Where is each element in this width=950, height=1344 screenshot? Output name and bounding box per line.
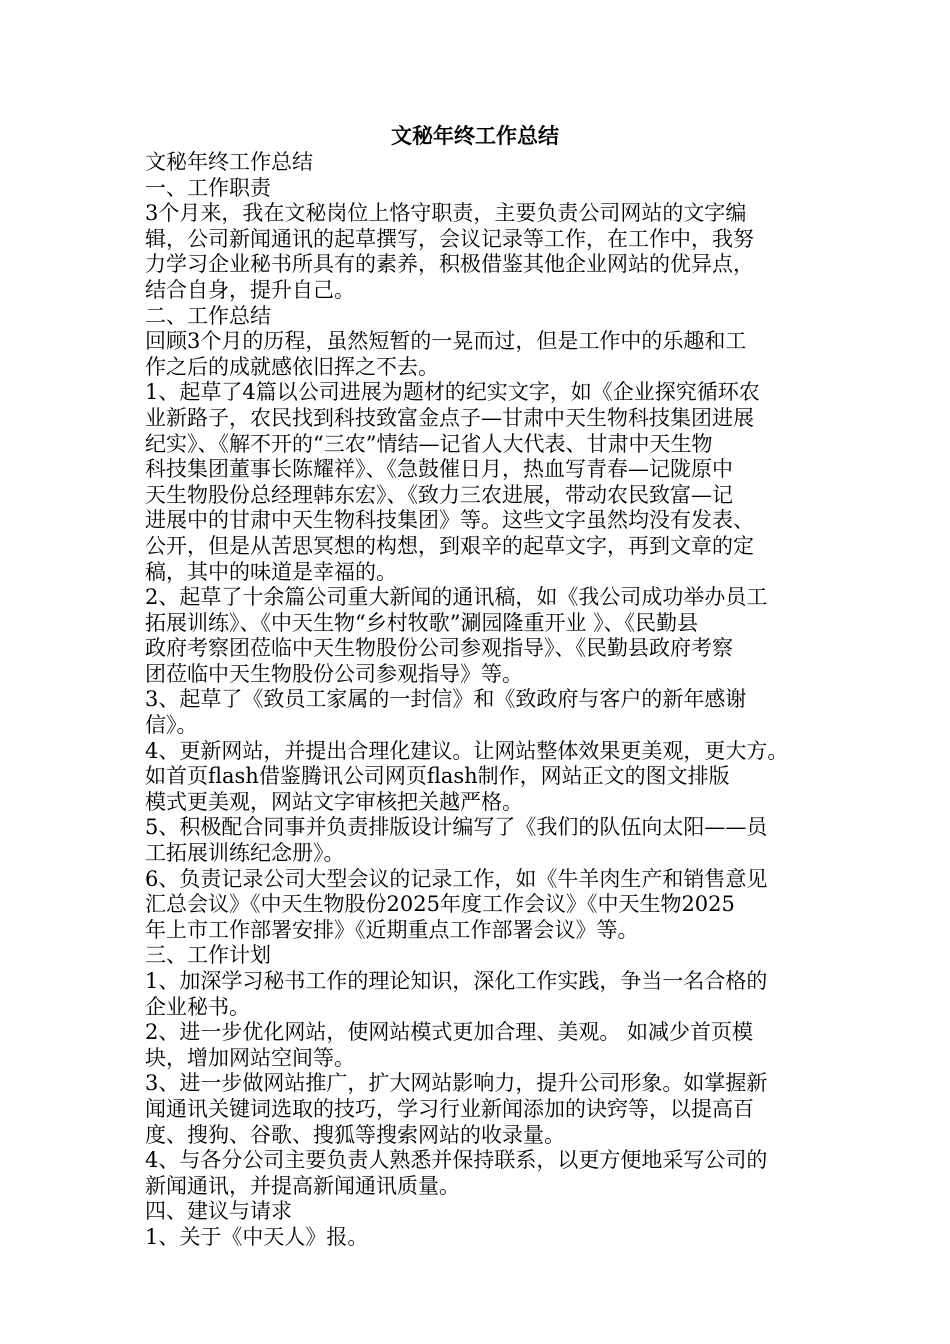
list-item-summary-3: 3、起草了《致员工家属的一封信》和《致政府与客户的新年感谢 信》。 xyxy=(145,687,747,738)
list-item-summary-6: 6、负责记录公司大型会议的记录工作，如《牛羊肉生产和销售意见 汇总会议》《中天生物股份2025年度工作会议》《中天生物2025 年上市工作部署安排》《近期重点工作部署会议》等。 xyxy=(145,866,768,942)
list-item-plan-1: 1、加深学习秘书工作的理论知识，深化工作实践，争当一名合格的 企业秘书。 xyxy=(145,969,768,1019)
section-heading-duties: 一、工作职责 xyxy=(145,175,271,200)
paragraph-duties: 3个月来，我在文秘岗位上恪守职责，主要负责公司网站的文字编 辑，公司新闻通讯的起草撰写，会议记录等工作，在工作中，我努 力学习企业秘书所具有的素养，积极借鉴其他企业网站的优异点， 结合自身，提升自己。 xyxy=(145,201,754,302)
paragraph-doc-heading: 文秘年终工作总结 xyxy=(145,150,313,174)
list-item-summary-1: 1、起草了4篇以公司进展为题材的纪实文字，如《企业探究循环农 业新路子，农民找到科技致富金点子—甘肃中天生物科技集团进展 纪实》、《解不开的“三农”情结—记省人大代表、甘肃中天生物 科技集团董事长陈耀祥》、《急鼓催日月，热血写青春—记陇原中 天生物股份总经理韩东宏》、《致力三农进展，带动农民致富—记 进展中的甘肃中天生物科技集团》等。这些文字虽然均没有发表、 公开，但是从苦思冥想的构想，到艰辛的起草文字，再到文章的定 稿，其中的味道是幸福的。 xyxy=(145,380,760,584)
list-item-plan-4: 4、与各分公司主要负责人熟悉并保持联系，以更方便地采写公司的 新闻通讯，并提高新闻通讯质量。 xyxy=(145,1148,768,1198)
section-heading-suggestions: 四、建议与请求 xyxy=(145,1199,292,1224)
document-body xyxy=(145,150,815,1251)
list-item-summary-2: 2、起草了十余篇公司重大新闻的通讯稿，如《我公司成功举办员工 拓展训练》、《中天生物“乡村牧歌”涮园隆重开业 》、《民勤县 政府考察团莅临中天生物股份公司参观指导》、《民勤县政府考察 团莅临中天生物股份公司参观指导》等。 xyxy=(145,585,768,686)
document-title: 文秘年终工作总结 xyxy=(391,123,559,148)
section-heading-summary: 二、工作总结 xyxy=(145,303,271,328)
list-item-summary-5: 5、积极配合同事并负责排版设计编写了《我们的队伍向太阳——员 工拓展训练纪念册》。 xyxy=(145,815,768,866)
list-item-plan-3: 3、进一步做网站推广，扩大网站影响力，提升公司形象。如掌握新 闻通讯关键词选取的技巧，学习行业新闻添加的诀窍等，以提高百 度、搜狗、谷歌、搜狐等搜索网站的收录量。 xyxy=(145,1071,768,1147)
list-item-summary-4: 4、更新网站，并提出合理化建议。让网站整体效果更美观，更大方。 如首页flash借鉴腾讯公司网页flash制作，网站正文的图文排版 模式更美观，网站文字审核把关越严格。 xyxy=(145,738,789,814)
section-heading-plan: 三、工作计划 xyxy=(145,943,271,968)
paragraph-summary-intro: 回顾3个月的历程，虽然短暂的一晃而过，但是工作中的乐趣和工 作之后的成就感依旧挥之不去。 xyxy=(145,329,747,379)
list-item-plan-2: 2、进一步优化网站，使网站模式更加合理、美观。 如减少首页模 块，增加网站空间等。 xyxy=(145,1020,754,1070)
list-item-suggestion-1: 1、关于《中天人》报。 xyxy=(145,1224,369,1249)
